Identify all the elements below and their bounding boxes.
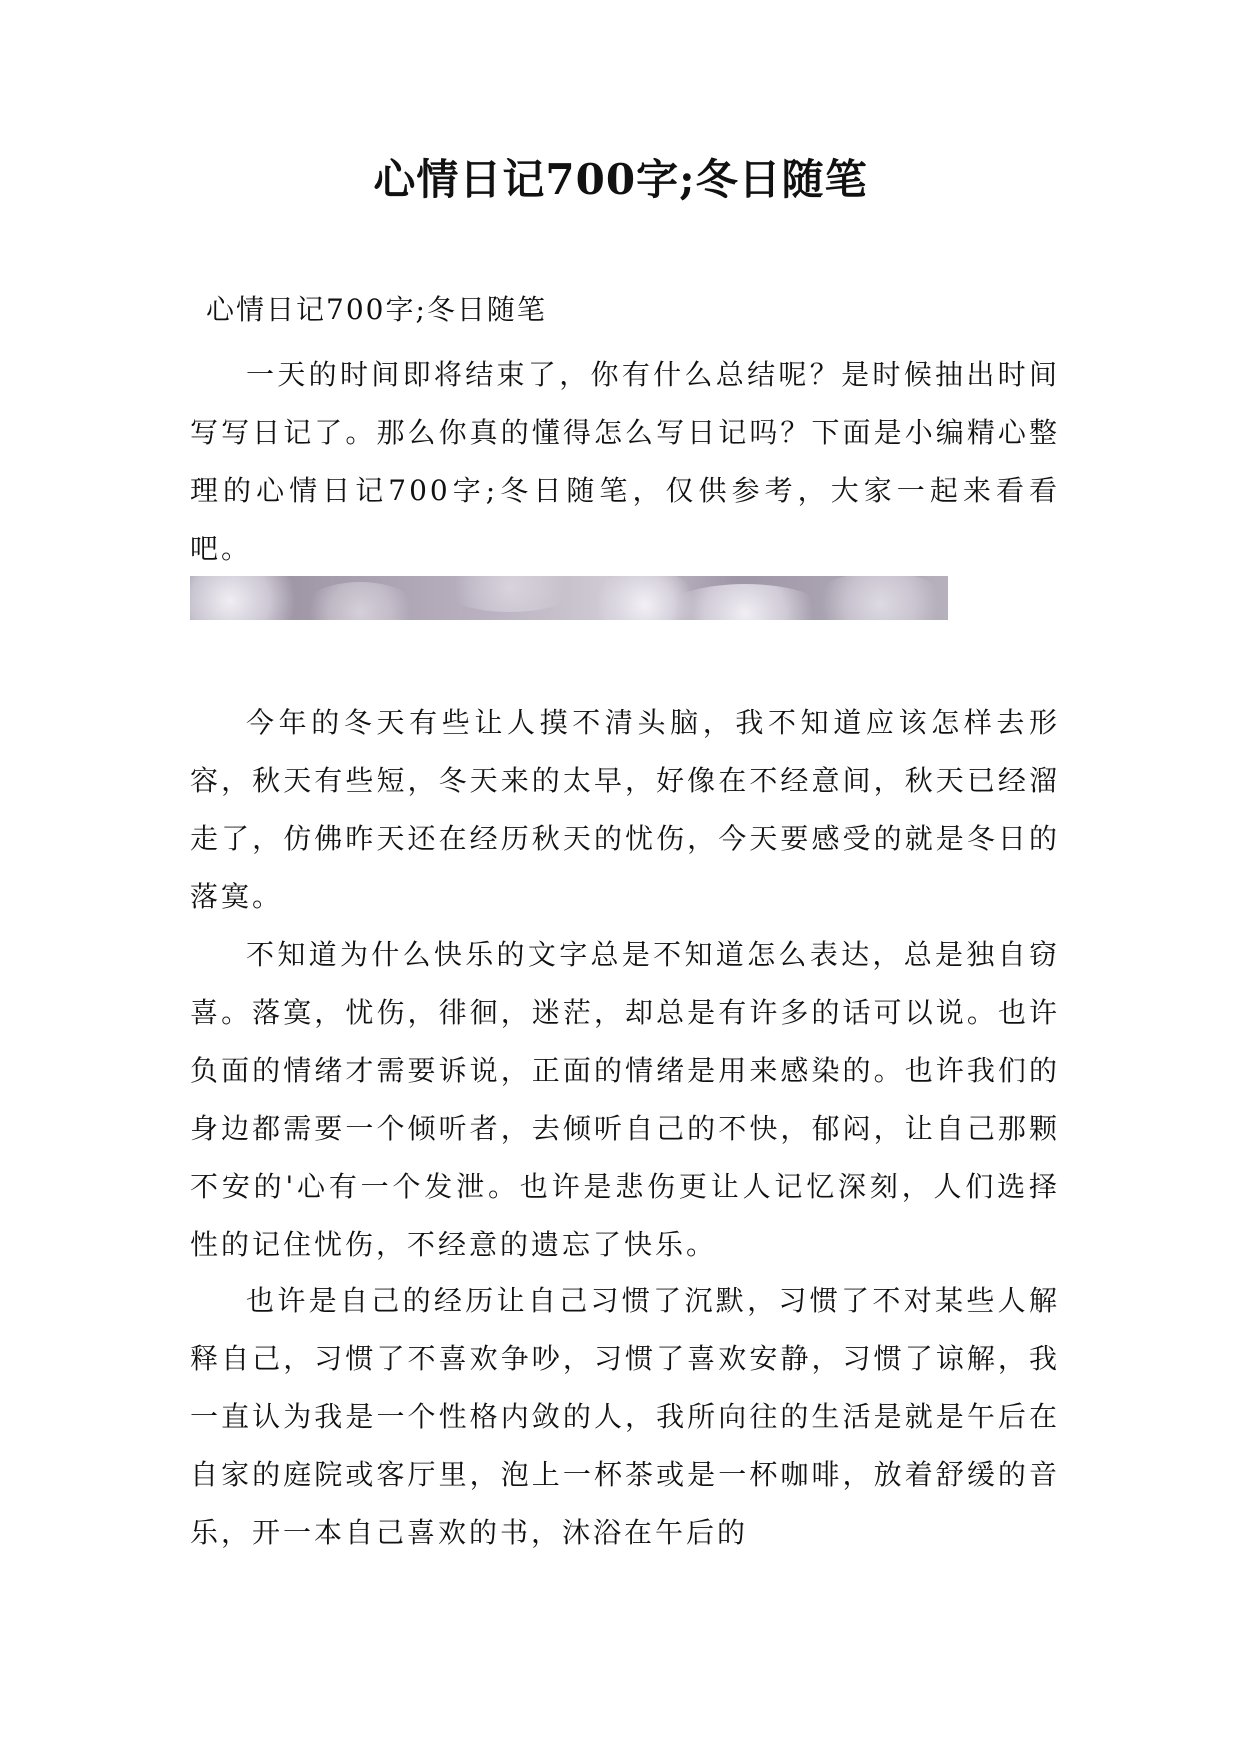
- paragraph-emotions: 不知道为什么快乐的文字总是不知道怎么表达，总是独自窃喜。落寞，忧伤，徘徊，迷茫，却总是有许多的话可以说。也许负面的情绪才需要诉说，正面的情绪是用来感染的。也许我们的身边都需要一个倾听者，去倾听自己的不快，郁闷，让自己那颗不安的'心有一个发泄。也许是悲伤更让人记忆深刻，人们选择性的记住忧伤，不经意的遗忘了快乐。: [190, 938, 1060, 1261]
- paragraph-habits: 也许是自己的经历让自己习惯了沉默，习惯了不对某些人解释自己，习惯了不喜欢争吵，习惯了喜欢安静，习惯了谅解，我一直认为我是一个性格内敛的人，我所向往的生活是就是午后在自家的庭院或客厅里，泡上一杯茶或是一杯咖啡，放着舒缓的音乐，开一本自己喜欢的书，沐浴在午后的: [190, 1284, 1060, 1549]
- document-subtitle: 心情日记700字;冬日随笔: [206, 293, 547, 326]
- paragraph-intro: 一天的时间即将结束了，你有什么总结呢？是时候抽出时间写写日记了。那么你真的懂得怎么写日记吗？下面是小编精心整理的心情日记700字;冬日随笔，仅供参考，大家一起来看看吧。: [190, 358, 1060, 565]
- document-title: 心情日记700字;冬日随笔: [373, 155, 868, 204]
- snow-cloud-photo: [190, 576, 948, 620]
- paragraph-winter: 今年的冬天有些让人摸不清头脑，我不知道应该怎样去形容，秋天有些短，冬天来的太早，好像在不经意间，秋天已经溜走了，仿佛昨天还在经历秋天的忧伤，今天要感受的就是冬日的落寞。: [190, 706, 1060, 913]
